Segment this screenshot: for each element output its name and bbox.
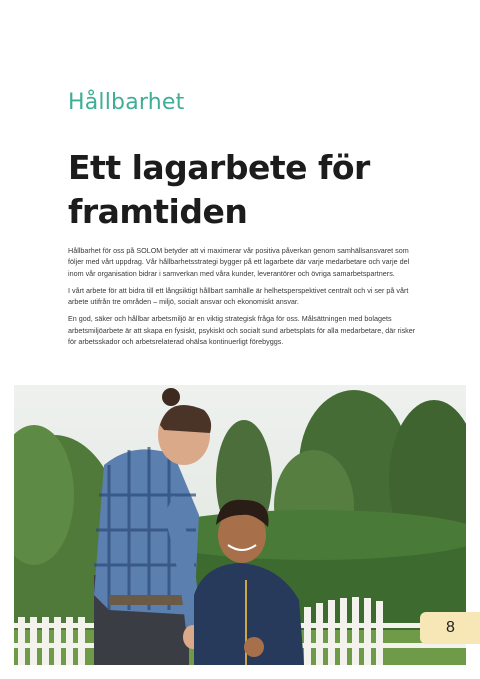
page-number: 8 [446,619,455,636]
page-number-tab [420,612,480,644]
photo-illustration [14,385,466,665]
body-text [68,245,418,353]
title-line-2: framtiden [68,192,248,231]
paragraph-1: Hållbarhet för oss på SOLOM betyder att vi maximerar vår positiva påverkan genom samhällsansvaret som följer med vårt uppdrag. Vår hållbarhetsstrategi bygger på ett lagarbete där varje medarbetare och varje del inom vår organisation bidrar i samverkan med våra kunder, leverantörer och övriga samarbetspartners. [68,246,410,278]
title-line-1: Ett lagarbete för [68,148,370,187]
paragraph-3: En god, säker och hållbar arbetsmiljö är en viktig strategisk fråga för oss. Målsättningen med bolagets arbetsmiljöarbete är att skapa en fysiskt, psykiskt och socialt sund arbetsplats för alla medarbetare, där risker för arbetsskador och arbetsrelaterad ohälsa kontinuerligt förebyggs. [68,314,416,347]
section-label: Hållbarhet [68,90,185,115]
photo-man-and-boy [14,385,466,665]
paragraph-2: I vårt arbete för att bidra till ett långsiktigt hållbart samhälle är helhetsperspektivet centralt och vi ser på vårt arbete utifrån tre områden – miljö, socialt ansvar och ekonomiskt ansvar. [68,285,409,307]
page-title [68,146,448,234]
